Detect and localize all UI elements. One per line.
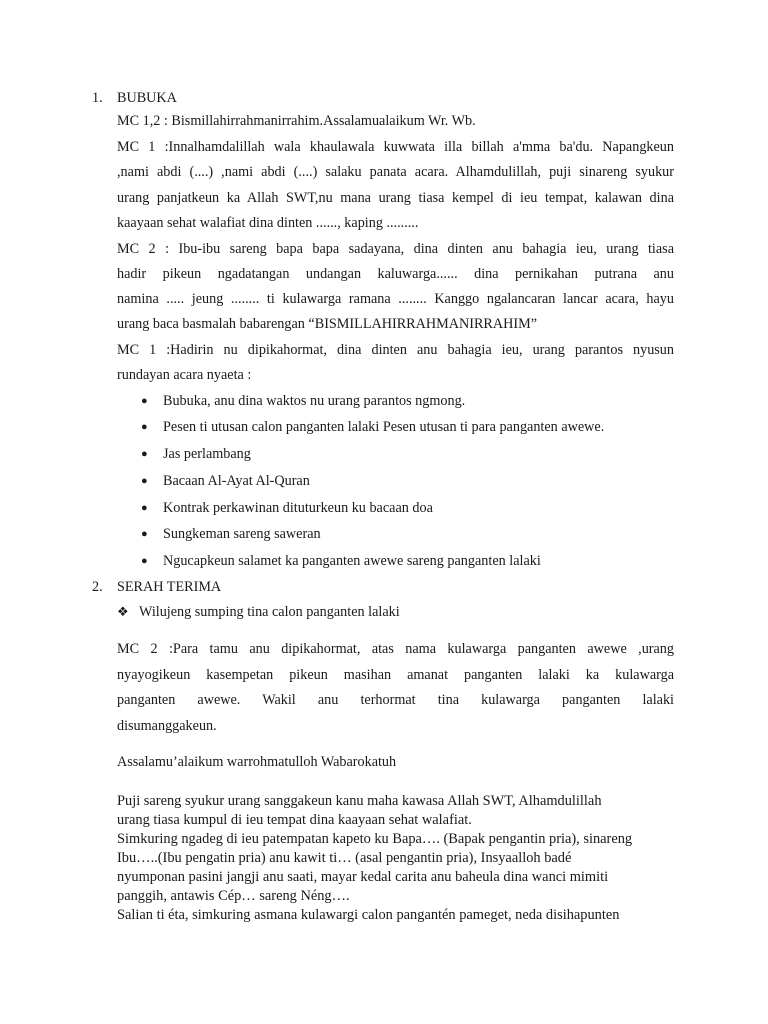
agenda-item: Pesen ti utusan calon panganten lalaki Pesen utusan ti para panganten awewe.	[163, 419, 605, 435]
bullet-icon: ●	[141, 421, 148, 433]
paragraph-mc2	[117, 240, 674, 258]
speech-line: Salian ti éta, simkuring asmana kulawargi calon pangantén pameget, neda disihapunten	[117, 907, 620, 923]
speech-line: panggih, antawis Cép… sareng Néng….	[117, 888, 350, 904]
speech-line: nyumponan pasini jangji anu saati, mayar kedal carita anu baheula dina wanci mimiti	[117, 869, 609, 885]
paragraph-line: panganten awewe. Wakil anu terhormat tina kulawarga panganten lalaki	[117, 692, 674, 708]
paragraph-mc1b	[117, 341, 674, 359]
agenda-item: Jas perlambang	[163, 446, 251, 462]
speech-line: Puji sareng syukur urang sanggakeun kanu maha kawasa Allah SWT, Alhamdulillah	[117, 793, 602, 809]
paragraph-mc1	[117, 163, 674, 181]
paragraph-line: urang baca basmalah babarengan “BISMILLAHIRRAHMANIRRAHIM”	[117, 316, 537, 332]
agenda-item: Bubuka, anu dina waktos nu urang parantos ngmong.	[163, 393, 466, 409]
paragraph-line: MC 1 :Innalhamdalillah wala khaulawala kuwwata illa billah a'mma ba'du. Napangkeun	[117, 139, 674, 155]
sub-item: Wilujeng sumping tina calon panganten lalaki	[139, 604, 400, 620]
bullet-icon: ●	[141, 448, 148, 460]
section-heading: SERAH TERIMA	[117, 579, 222, 595]
speech-line: Ibu…..(Ibu pengatin pria) anu kawit ti… (asal pengantin pria), Insyaalloh badé	[117, 850, 572, 866]
diamond-bullet-icon: ❖	[117, 604, 129, 619]
paragraph-line: hadir pikeun ngadatangan undangan kaluwarga...... dina pernikahan putrana anu	[117, 266, 674, 282]
section-heading: BUBUKA	[117, 90, 177, 106]
paragraph-line: MC 1 :Hadirin nu dipikahormat, dina dinten anu bahagia ieu, urang parantos nyusun	[117, 342, 674, 358]
bullet-icon: ●	[141, 555, 148, 567]
paragraph-mc2-serah	[117, 666, 674, 684]
agenda-item: Kontrak perkawinan dituturkeun ku bacaan doa	[163, 500, 433, 516]
agenda-item: Ngucapkeun salamet ka panganten awewe sareng panganten lalaki	[163, 553, 541, 569]
greeting: Assalamu’alaikum warrohmatulloh Wabarokatuh	[117, 754, 397, 770]
paragraph-line: namina ..... jeung ........ ti kulawarga ramana ........ Kanggo ngalancaran lancar acara, hayu	[117, 291, 674, 307]
paragraph-mc2-serah	[117, 640, 674, 658]
paragraph-line: nyayogikeun kasempetan pikeun masihan amanat panganten lalaki ka kulawarga	[117, 667, 674, 683]
paragraph-mc1	[117, 189, 674, 207]
paragraph-mc2	[117, 290, 674, 308]
paragraph-line: MC 1,2 : Bismillahirrahmanirrahim.Assalamualaikum Wr. Wb.	[117, 113, 476, 129]
paragraph-mc2	[117, 265, 674, 283]
agenda-item: Bacaan Al-Ayat Al-Quran	[163, 473, 310, 489]
paragraph-line: ,nami abdi (....) ,nami abdi (....) salaku panata acara. Alhamdulillah, puji sinareng syukur	[117, 164, 674, 180]
paragraph-mc2-serah	[117, 691, 674, 709]
bullet-icon: ●	[141, 395, 148, 407]
bullet-icon: ●	[141, 502, 148, 514]
agenda-item: Sungkeman sareng saweran	[163, 526, 321, 542]
bullet-icon: ●	[141, 475, 148, 487]
paragraph-line: MC 2 : Ibu-ibu sareng bapa bapa sadayana, dina dinten anu bahagia ieu, urang tiasa	[117, 241, 674, 257]
section-number: 1.	[92, 90, 103, 106]
speech-line: urang tiasa kumpul di ieu tempat dina kaayaan sehat walafiat.	[117, 812, 472, 828]
paragraph-mc1	[117, 138, 674, 156]
paragraph-line: MC 2 :Para tamu anu dipikahormat, atas nama kulawarga panganten awewe ,urang	[117, 641, 674, 657]
section-number: 2.	[92, 579, 103, 595]
bullet-icon: ●	[141, 528, 148, 540]
speech-line: Simkuring ngadeg di ieu patempatan kapeto ku Bapa…. (Bapak pengantin pria), sinareng	[117, 831, 633, 847]
paragraph-line: rundayan acara nyaeta :	[117, 367, 252, 383]
paragraph-line: kaayaan sehat walafiat dina dinten ......, kaping .........	[117, 215, 419, 231]
paragraph-line: disumanggakeun.	[117, 718, 217, 734]
paragraph-line: urang panjatkeun ka Allah SWT,nu mana urang tiasa kempel di ieu tempat, kalawan dina	[117, 190, 674, 206]
